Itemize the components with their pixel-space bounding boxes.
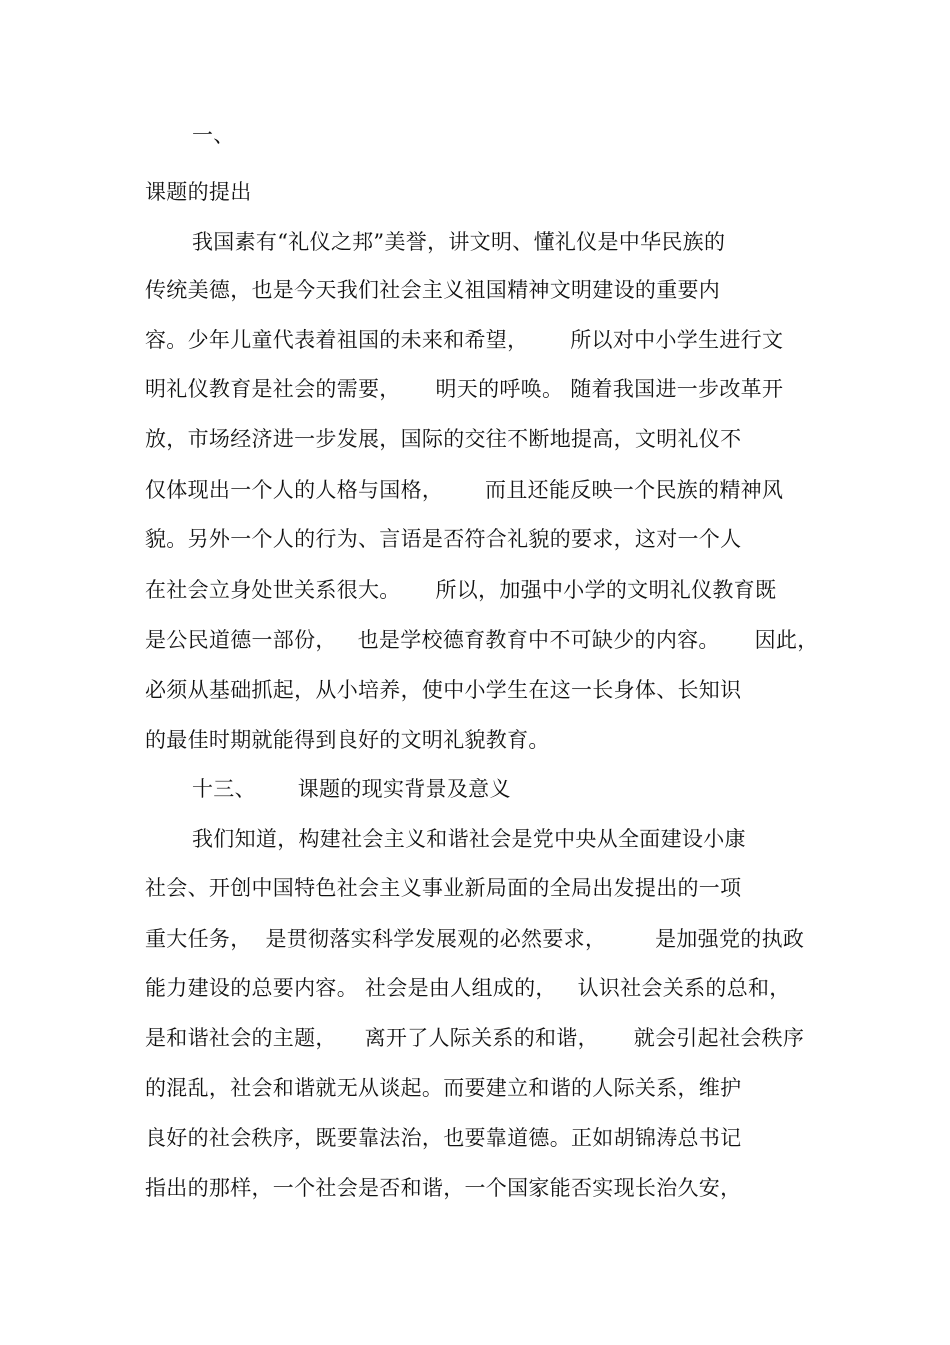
paragraph-line: 仅体现出一个人的人格与国格， 而且还能反映一个民族的精神风 xyxy=(145,478,784,502)
paragraph-line: 重大任务， 是贯彻落实科学发展观的必然要求， 是加强党的执政 xyxy=(145,927,805,951)
paragraph-line: 放，市场经济进一步发展，国际的交往不断地提高，文明礼仪不 xyxy=(145,427,742,451)
paragraph-line: 传统美德，也是今天我们社会主义祖国精神文明建设的重要内 xyxy=(145,278,721,302)
paragraph-line: 容。少年儿童代表着祖国的未来和希望， 所以对中小学生进行文 xyxy=(145,328,784,352)
paragraph-line: 我们知道，构建社会主义和谐社会是党中央从全面建设小康 xyxy=(192,827,746,851)
paragraph-line: 在社会立身处世关系很大。 所以，加强中小学的文明礼仪教育既 xyxy=(145,578,777,602)
paragraph-line: 明礼仪教育是社会的需要， 明天的呼唤。 随着我国进一步改革开 xyxy=(145,377,784,401)
paragraph-line: 社会、开创中国特色社会主义事业新局面的全局出发提出的一项 xyxy=(145,876,742,900)
paragraph-line: 良好的社会秩序，既要靠法治，也要靠道德。正如胡锦涛总书记 xyxy=(145,1126,742,1150)
paragraph-line: 是公民道德一部份， 也是学校德育教育中不可缺少的内容。 因此， xyxy=(145,628,819,652)
paragraph-line: 的混乱，社会和谐就无从谈起。而要建立和谐的人际关系，维护 xyxy=(145,1076,742,1100)
section-title: 课题的提出 xyxy=(145,180,252,204)
paragraph-line: 指出的那样，一个社会是否和谐，一个国家能否实现长治久安， xyxy=(145,1176,742,1200)
paragraph-line: 能力建设的总要内容。 社会是由人组成的， 认识社会关系的总和， xyxy=(145,976,791,1000)
section-number: 一、 xyxy=(192,123,235,147)
paragraph-line: 貌。另外一个人的行为、言语是否符合礼貌的要求，这对一个人 xyxy=(145,527,742,551)
paragraph-line: 是和谐社会的主题， 离开了人际关系的和谐， 就会引起社会秩序 xyxy=(145,1026,805,1050)
paragraph-line: 必须从基础抓起，从小培养，使中小学生在这一长身体、长知识 xyxy=(145,678,742,702)
paragraph-line: 的最佳时期就能得到良好的文明礼貌教育。 xyxy=(145,728,550,752)
section-heading: 十三、 课题的现实背景及意义 xyxy=(192,777,511,801)
paragraph-line: 我国素有“礼仪之邦”美誉，讲文明、懂礼仪是中华民族的 xyxy=(192,230,726,254)
